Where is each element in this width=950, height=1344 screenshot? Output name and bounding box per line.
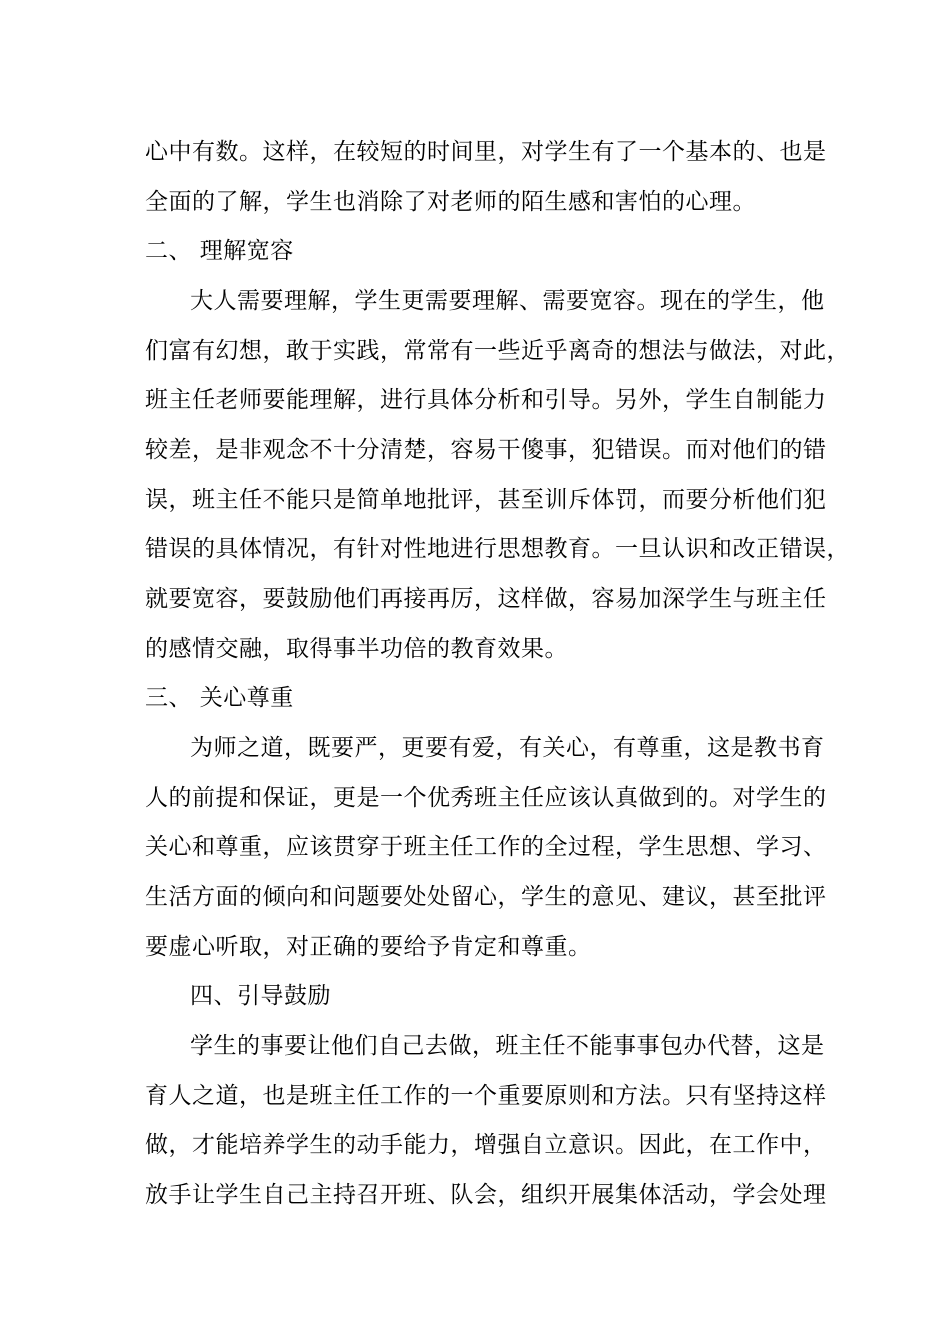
text-line: 全面的了解，学生也消除了对老师的陌生感和害怕的心理。 [145,189,756,215]
text-line: 育人之道，也是班主任工作的一个重要原则和方法。只有坚持这样 [145,1083,827,1109]
text-line: 错误的具体情况，有针对性地进行思想教育。一旦认识和改正错误， [145,536,850,562]
text-line: 误，班主任不能只是简单地批评，甚至训斥体罚，而要分析他们犯 [145,487,827,513]
text-line: 放手让学生自己主持召开班、队会，组织开展集体活动，学会处理 [145,1182,827,1208]
section-heading: 二、 理解宽容 [145,238,294,264]
text-line: 生活方面的倾向和问题要处处留心，学生的意见、建议，甚至批评 [145,884,827,910]
section-heading: 三、 关心尊重 [145,685,294,711]
text-line: 关心和尊重，应该贯穿于班主任工作的全过程，学生思想、学习、 [145,834,827,860]
text-line: 班主任老师要能理解，进行具体分析和引导。另外，学生自制能力 [145,387,827,413]
section-heading: 四、引导鼓励 [190,983,331,1009]
text-line: 为师之道，既要严，更要有爱，有关心，有尊重，这是教书育 [190,735,825,761]
text-line: 心中有数。这样，在较短的时间里，对学生有了一个基本的、也是 [145,139,827,165]
text-line: 大人需要理解，学生更需要理解、需要宽容。现在的学生，他 [190,288,825,314]
text-line: 的感情交融，取得事半功倍的教育效果。 [145,636,568,662]
text-line: 学生的事要让他们自己去做，班主任不能事事包办代替，这是 [190,1033,825,1059]
text-line: 较差，是非观念不十分清楚，容易干傻事，犯错误。而对他们的错 [145,437,827,463]
text-line: 要虚心听取，对正确的要给予肯定和尊重。 [145,934,592,960]
text-line: 就要宽容，要鼓励他们再接再厉，这样做，容易加深学生与班主任 [145,586,827,612]
text-line: 做，才能培养学生的动手能力，增强自立意识。因此，在工作中， [145,1132,827,1158]
text-line: 人的前提和保证，更是一个优秀班主任应该认真做到的。对学生的 [145,785,827,811]
text-line: 们富有幻想，敢于实践，常常有一些近乎离奇的想法与做法，对此， [145,338,850,364]
